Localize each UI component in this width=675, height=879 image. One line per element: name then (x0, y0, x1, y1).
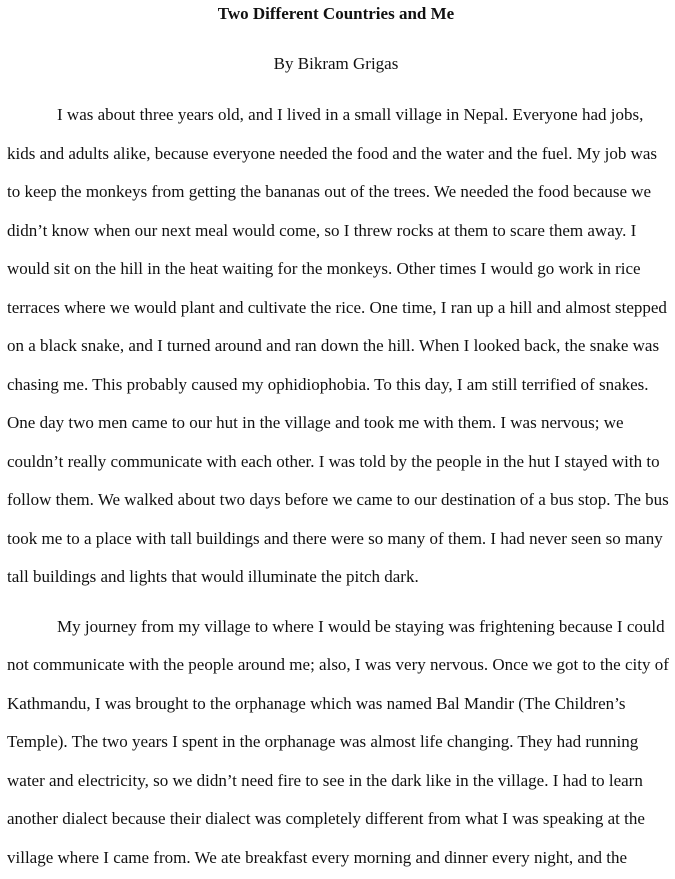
text-line: tall buildings and lights that would illuminate the pitch dark. (7, 567, 419, 586)
document-body (7, 96, 669, 877)
text-line: follow them. We walked about two days before we came to our destination of a bus stop. The bus (7, 490, 669, 509)
text-line: Temple). The two years I spent in the orphanage was almost life changing. They had running (7, 732, 639, 751)
text-line: Kathmandu, I was brought to the orphanage which was named Bal Mandir (The Children’s (7, 693, 626, 713)
document-title: Two Different Countries and Me (217, 4, 455, 23)
text-line: didn’t know when our next meal would come, so I threw rocks at them to scare them away. I (7, 220, 637, 240)
text-line: terraces where we would plant and cultivate the rice. One time, I ran up a hill and almost stepped (7, 297, 667, 317)
text-line: I was about three years old, and I lived in a small village in Nepal. Everyone had jobs, (57, 105, 644, 124)
paragraph-2 (7, 608, 669, 878)
text-line: another dialect because their dialect was completely different from what I was speaking at the (7, 809, 645, 828)
text-line: not communicate with the people around me; also, I was very nervous. Once we got to the city of (7, 655, 669, 674)
text-line: kids and adults alike, because everyone needed the food and the water and the fuel. My job was (7, 143, 658, 163)
text-line: My journey from my village to where I would be staying was frightening because I could (57, 616, 665, 636)
text-line: to keep the monkeys from getting the bananas out of the trees. We needed the food because we (7, 182, 652, 201)
text-line: couldn’t really communicate with each other. I was told by the people in the hut I stayed with to (7, 451, 660, 471)
document-page (0, 4, 675, 879)
text-line: One day two men came to our hut in the village and took me with them. I was nervous; we (7, 413, 624, 432)
text-line: took me to a place with tall buildings and there were so many of them. I had never seen so many (7, 528, 663, 548)
paragraph-1 (7, 96, 669, 597)
text-line: chasing me. This probably caused my ophidiophobia. To this day, I am still terrified of snakes. (7, 374, 649, 394)
text-line: on a black snake, and I turned around and ran down the hill. When I looked back, the snake was (7, 336, 660, 355)
text-line: village where I came from. We ate breakfast every morning and dinner every night, and the (7, 847, 627, 867)
author-byline: By Bikram Grigas (273, 54, 399, 73)
text-line: would sit on the hill in the heat waiting for the monkeys. Other times I would go work in rice (7, 259, 641, 278)
text-line: water and electricity, so we didn’t need fire to see in the dark like in the village. I had to learn (7, 770, 643, 790)
